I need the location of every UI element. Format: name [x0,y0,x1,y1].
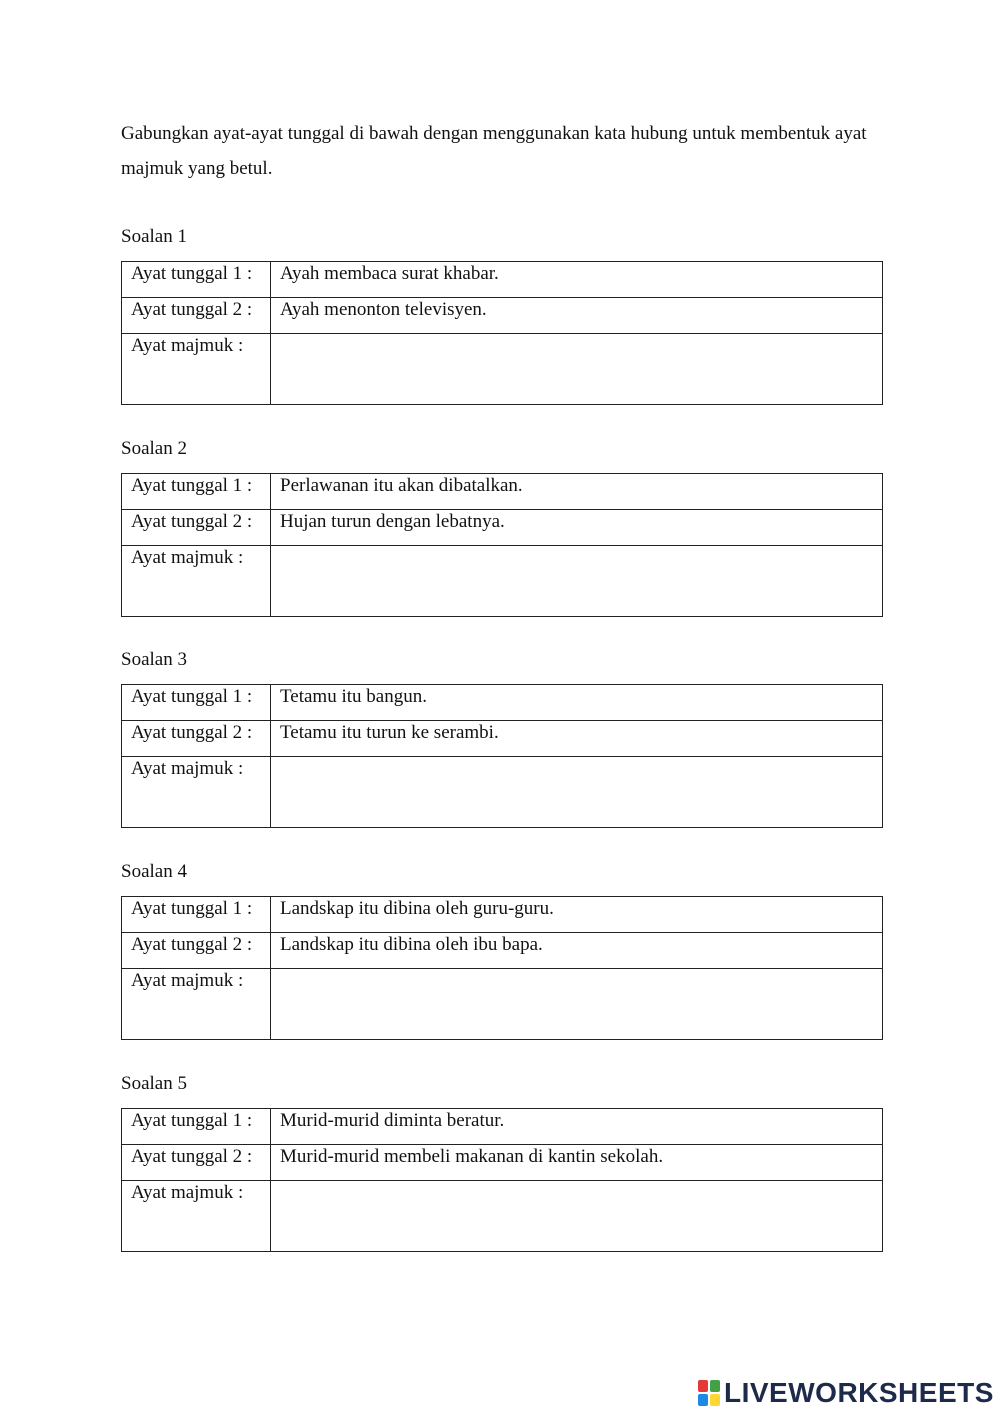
answer-cell[interactable] [271,334,883,405]
sentence-1: Landskap itu dibina oleh guru-guru. [271,897,883,933]
question-title: Soalan 1 [121,226,187,247]
label-tunggal-1: Ayat tunggal 1 : [122,685,271,721]
instructions-text: Gabungkan ayat-ayat tunggal di bawah dengan menggunakan kata hubung untuk membentuk ayat majmuk yang betul. [121,123,867,179]
answer-cell[interactable] [271,1181,883,1252]
answer-input[interactable] [280,758,873,827]
label-tunggal-2: Ayat tunggal 2 : [122,510,271,546]
logo-square-4 [710,1394,720,1406]
sentence-1: Murid-murid diminta beratur. [271,1109,883,1145]
liveworksheets-logo-icon [698,1380,720,1406]
label-tunggal-1: Ayat tunggal 1 : [122,897,271,933]
label-tunggal-2: Ayat tunggal 2 : [122,933,271,969]
question-block-5 [121,1073,883,1252]
sentence-1: Tetamu itu bangun. [271,685,883,721]
answer-cell[interactable] [271,969,883,1040]
sentence-2: Landskap itu dibina oleh ibu bapa. [271,933,883,969]
logo-square-1 [698,1380,708,1392]
answer-input[interactable] [280,335,873,404]
question-title: Soalan 2 [121,438,187,459]
sentence-2: Ayah menonton televisyen. [271,298,883,334]
label-tunggal-2: Ayat tunggal 2 : [122,298,271,334]
answer-cell[interactable] [271,757,883,828]
sentence-2: Hujan turun dengan lebatnya. [271,510,883,546]
question-title: Soalan 3 [121,649,187,670]
question-table [121,684,883,828]
liveworksheets-brand [698,1378,994,1408]
question-title: Soalan 4 [121,861,187,882]
sentence-2: Murid-murid membeli makanan di kantin sekolah. [271,1145,883,1181]
label-majmuk: Ayat majmuk : [122,334,271,405]
question-table [121,261,883,405]
label-majmuk: Ayat majmuk : [122,969,271,1040]
question-block-4 [121,861,883,1040]
question-block-2 [121,438,883,617]
logo-square-2 [710,1380,720,1392]
answer-cell[interactable] [271,546,883,617]
sentence-1: Perlawanan itu akan dibatalkan. [271,474,883,510]
brand-name: LIVEWORKSHEETS [724,1377,994,1408]
answer-input[interactable] [280,547,873,616]
logo-square-3 [698,1394,708,1406]
label-tunggal-2: Ayat tunggal 2 : [122,1145,271,1181]
question-table [121,1108,883,1252]
label-tunggal-2: Ayat tunggal 2 : [122,721,271,757]
question-title: Soalan 5 [121,1073,187,1094]
sentence-2: Tetamu itu turun ke serambi. [271,721,883,757]
sentence-1: Ayah membaca surat khabar. [271,262,883,298]
question-table [121,896,883,1040]
answer-input[interactable] [280,970,873,1039]
label-tunggal-1: Ayat tunggal 1 : [122,1109,271,1145]
question-block-3 [121,649,883,828]
label-majmuk: Ayat majmuk : [122,757,271,828]
question-block-1 [121,226,883,405]
label-tunggal-1: Ayat tunggal 1 : [122,262,271,298]
label-tunggal-1: Ayat tunggal 1 : [122,474,271,510]
answer-input[interactable] [280,1182,873,1251]
question-table [121,473,883,617]
label-majmuk: Ayat majmuk : [122,546,271,617]
label-majmuk: Ayat majmuk : [122,1181,271,1252]
